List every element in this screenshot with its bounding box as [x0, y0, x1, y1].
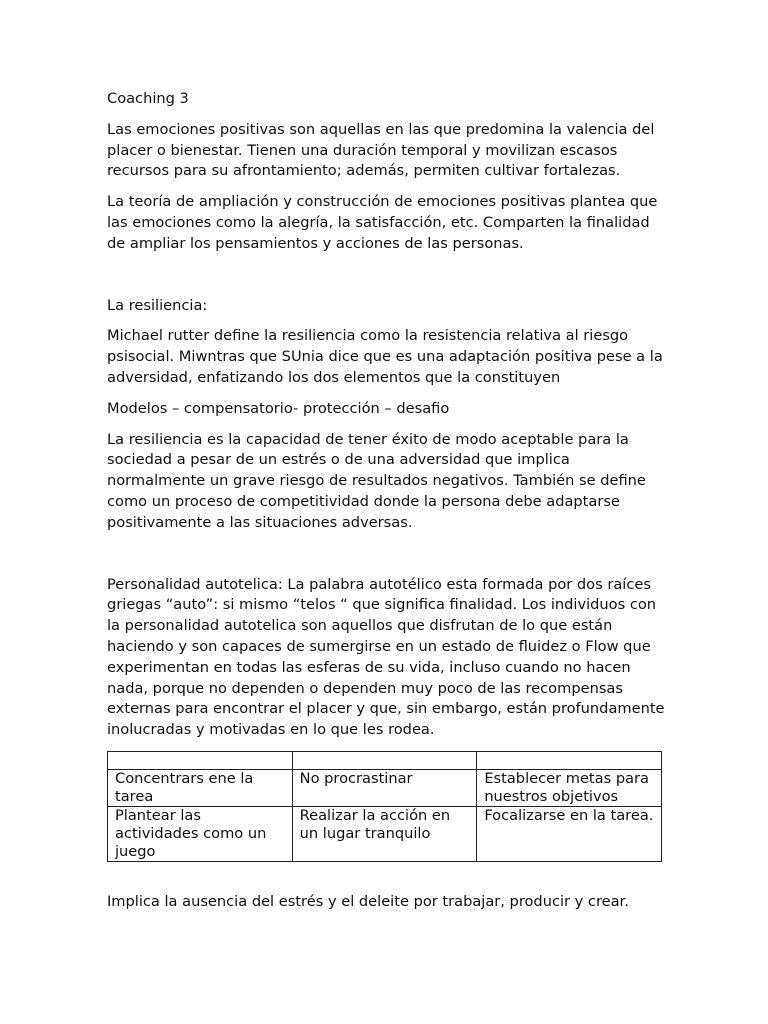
table-cell — [108, 751, 293, 769]
table-row — [108, 751, 662, 769]
table-cell — [477, 751, 662, 769]
table-row — [108, 769, 662, 806]
document-title: Coaching 3 — [107, 90, 189, 107]
table-cell: Plantear las actividades como un juego — [108, 806, 293, 861]
table-row — [108, 806, 662, 861]
paragraph-autotelic-personality: Personalidad autotelica: La palabra autotélico esta formada por dos raíces griegas “auto”: si mismo “telos “ que significa finalidad. Los individuos con la personalidad autotelica son aquellos que disfrutan de lo que están haciendo y son capaces de sumergirse en un estado de fluidez o Flow que experimentan en todas las esferas de su vida, incluso cuando no hacen nada, porque no dependen o dependen muy poco de las recompensas externas para encontrar el placer y que, sin embargo, están profundamente inolucradas y motivadas en lo que les rodea. — [107, 575, 665, 739]
paragraph-rutter-definition: Michael rutter define la resiliencia como la resistencia relativa al riesgo psisocial. Miwntras que SUnia dice que es una adaptación positiva pese a la adversidad, enfatizando los dos elementos que la constituyen — [107, 327, 663, 386]
strategies-table — [107, 751, 662, 862]
table-cell: Realizar la acción en un lugar tranquilo — [292, 806, 477, 861]
paragraph-models: Modelos – compensatorio- protección – desafio — [107, 399, 450, 417]
heading-resilience: La resiliencia: — [107, 296, 208, 314]
table-cell — [292, 751, 477, 769]
paragraph-resilience-capacity: La resiliencia es la capacidad de tener éxito de modo aceptable para la sociedad a pesar de un estrés o de una adversidad que implica normalmente un grave riesgo de resultados negativos. También se define como un proceso de competitividad donde la persona debe adaptarse positivamente a las situaciones adversas. — [107, 430, 646, 531]
paragraph-stress-absence: Implica la ausencia del estrés y el deleite por trabajar, producir y crear. — [107, 892, 629, 910]
table-cell: Focalizarse en la tarea. — [477, 806, 662, 861]
paragraph-broaden-build-theory: La teoría de ampliación y construcción de emociones positivas plantea que las emociones como la alegría, la satisfacción, etc. Comparten la finalidad de ampliar los pensamientos y acciones de las personas. — [107, 193, 658, 252]
table-cell: No procrastinar — [292, 769, 477, 806]
paragraph-positive-emotions: Las emociones positivas son aquellas en las que predomina la valencia del placer o bienestar. Tienen una duración temporal y movilizan escasos recursos para su afrontamiento; además, permiten cultivar fortalezas. — [107, 120, 655, 180]
table-cell: Concentrars ene la tarea — [108, 769, 293, 806]
table-cell: Establecer metas para nuestros objetivos — [477, 769, 662, 806]
document-page — [107, 89, 665, 913]
